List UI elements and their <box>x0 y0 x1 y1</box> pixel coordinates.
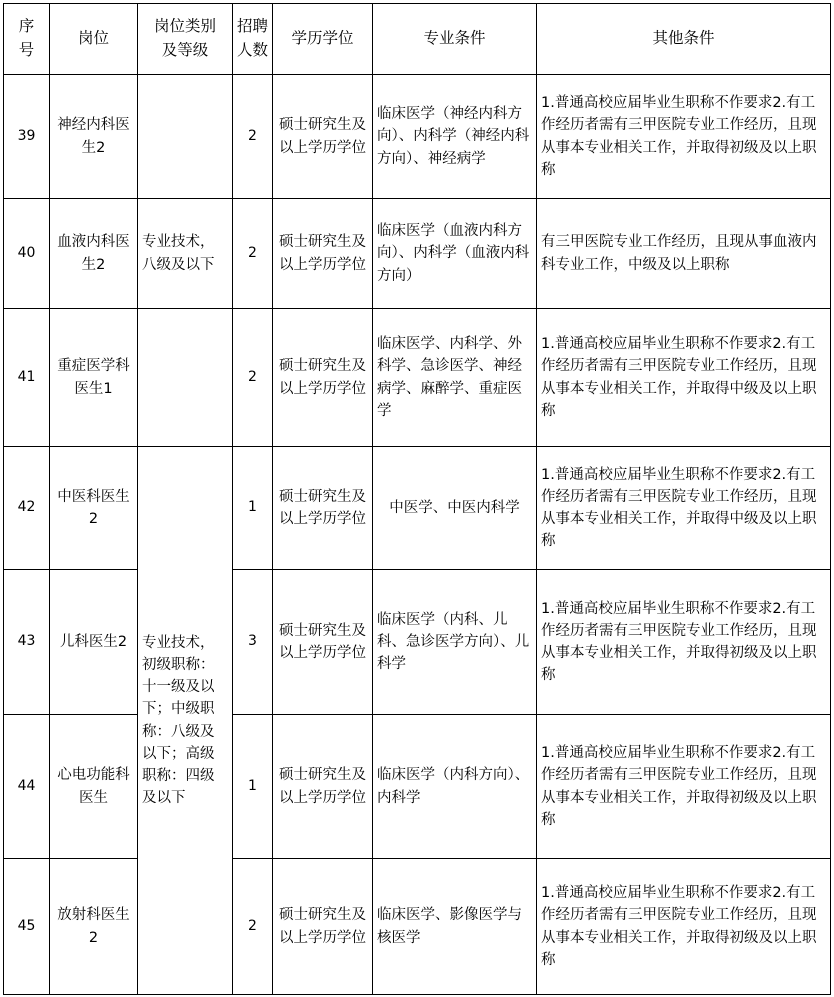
table-header <box>4 4 831 75</box>
column-header-index <box>4 4 50 75</box>
cell-category-merged: 专业技术，初级职称：十一级及以下；中级职称：八级及以下；高级职称：四级及以下 <box>138 447 233 995</box>
cell-major: 中医学、中医内科学 <box>373 447 537 570</box>
cell-post: 血液内科医生2 <box>50 199 138 309</box>
cell-major: 临床医学（内科方向）、内科学 <box>373 715 537 859</box>
cell-post: 放射科医生2 <box>50 859 138 995</box>
column-header-count-line1: 招聘 <box>237 17 269 36</box>
column-header-index-line2: 号 <box>18 41 35 59</box>
column-header-index-line1: 序 <box>18 17 35 36</box>
cell-education: 硕士研究生及以上学历学位 <box>273 75 373 199</box>
cell-other: 1.普通高校应届毕业生职称不作要求2.有工作经历者需有三甲医院专业工作经历，且现从事本专业相关工作，并取得中级及以上职称 <box>537 447 831 570</box>
cell-index: 45 <box>4 859 50 995</box>
header-row <box>4 4 831 75</box>
cell-category: 专业技术，八级及以下 <box>138 199 233 309</box>
cell-count: 2 <box>233 859 273 995</box>
cell-category <box>138 75 233 199</box>
cell-count: 3 <box>233 570 273 715</box>
cell-count: 2 <box>233 199 273 309</box>
column-header-count-line2: 人数 <box>237 41 269 59</box>
cell-major: 临床医学（内科、儿科、急诊医学方向）、儿科学 <box>373 570 537 715</box>
cell-post: 神经内科医生2 <box>50 75 138 199</box>
table-body <box>4 75 831 995</box>
table-row <box>4 859 831 995</box>
column-header-education: 学历学位 <box>273 4 373 75</box>
cell-major: 临床医学、内科学、外科学、急诊医学、神经病学、麻醉学、重症医学 <box>373 309 537 447</box>
cell-post: 中医科医生2 <box>50 447 138 570</box>
cell-other: 1.普通高校应届毕业生职称不作要求2.有工作经历者需有三甲医院专业工作经历，且现从事本专业相关工作，并取得初级及以上职称 <box>537 715 831 859</box>
cell-category <box>138 309 233 447</box>
cell-count: 1 <box>233 447 273 570</box>
cell-count: 2 <box>233 75 273 199</box>
cell-major: 临床医学（血液内科方向）、内科学（血液内科方向） <box>373 199 537 309</box>
cell-education: 硕士研究生及以上学历学位 <box>273 859 373 995</box>
cell-index: 43 <box>4 570 50 715</box>
cell-education: 硕士研究生及以上学历学位 <box>273 199 373 309</box>
cell-other: 1.普通高校应届毕业生职称不作要求2.有工作经历者需有三甲医院专业工作经历，且现从事本专业相关工作，并取得初级及以上职称 <box>537 75 831 199</box>
cell-other: 1.普通高校应届毕业生职称不作要求2.有工作经历者需有三甲医院专业工作经历，且现从事本专业相关工作，并取得中级及以上职称 <box>537 309 831 447</box>
cell-index: 41 <box>4 309 50 447</box>
cell-major: 临床医学、影像医学与核医学 <box>373 859 537 995</box>
table-row <box>4 309 831 447</box>
cell-index: 40 <box>4 199 50 309</box>
cell-education: 硕士研究生及以上学历学位 <box>273 309 373 447</box>
column-header-post: 岗位 <box>50 4 138 75</box>
cell-post: 儿科医生2 <box>50 570 138 715</box>
column-header-category <box>138 4 233 75</box>
recruitment-positions-table <box>3 3 831 995</box>
cell-index: 39 <box>4 75 50 199</box>
column-header-category-line2: 及等级 <box>161 41 209 59</box>
table-row <box>4 75 831 199</box>
cell-other: 1.普通高校应届毕业生职称不作要求2.有工作经历者需有三甲医院专业工作经历，且现从事本专业相关工作，并取得初级及以上职称 <box>537 570 831 715</box>
cell-index: 42 <box>4 447 50 570</box>
cell-education: 硕士研究生及以上学历学位 <box>273 570 373 715</box>
cell-count: 2 <box>233 309 273 447</box>
cell-post: 重症医学科医生1 <box>50 309 138 447</box>
column-header-other: 其他条件 <box>537 4 831 75</box>
table-row <box>4 447 831 570</box>
column-header-major: 专业条件 <box>373 4 537 75</box>
cell-index: 44 <box>4 715 50 859</box>
cell-count: 1 <box>233 715 273 859</box>
table-row <box>4 715 831 859</box>
table-row <box>4 570 831 715</box>
column-header-count <box>233 4 273 75</box>
cell-education: 硕士研究生及以上学历学位 <box>273 715 373 859</box>
cell-other: 有三甲医院专业工作经历，且现从事血液内科专业工作，中级及以上职称 <box>537 199 831 309</box>
cell-major: 临床医学（神经内科方向）、内科学（神经内科方向）、神经病学 <box>373 75 537 199</box>
column-header-category-line1: 岗位类别 <box>153 17 216 36</box>
table-row <box>4 199 831 309</box>
cell-other: 1.普通高校应届毕业生职称不作要求2.有工作经历者需有三甲医院专业工作经历，且现从事本专业相关工作，并取得初级及以上职称 <box>537 859 831 995</box>
cell-education: 硕士研究生及以上学历学位 <box>273 447 373 570</box>
cell-post: 心电功能科医生 <box>50 715 138 859</box>
